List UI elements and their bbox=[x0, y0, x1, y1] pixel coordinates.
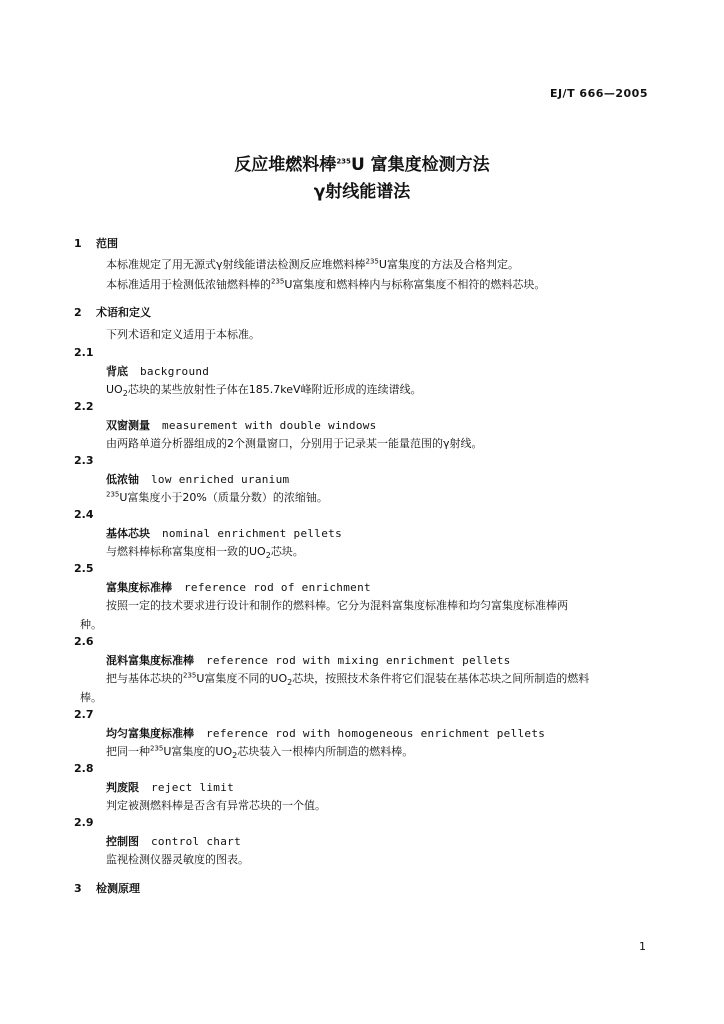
definition-reference-rod-line1: 按照一定的技术要求进行设计和制作的燃料棒。它分为混料富集度标准棒和均匀富集度标准棒两 bbox=[106, 599, 568, 612]
section-2-heading: 2 术语和定义 bbox=[74, 306, 151, 319]
term-nominal-pellets: 基体芯块 nominal enrichment pellets bbox=[106, 527, 342, 540]
section-1-paragraph-2: 本标准适用于检测低浓铀燃料棒的$^{235}$U富集度和燃料棒内与标称富集度不相符的燃料芯块。 bbox=[106, 277, 546, 291]
clause-2-6-number: 2.6 bbox=[74, 635, 94, 648]
definition-background: $UO_2$芯块的某些放射性子体在185.7keV峰附近形成的连续谱线。 bbox=[106, 383, 422, 399]
clause-2-5-number: 2.5 bbox=[74, 562, 94, 575]
clause-2-9-number: 2.9 bbox=[74, 816, 94, 829]
section-1-heading: 1 范围 bbox=[74, 237, 118, 250]
clause-2-3-number: 2.3 bbox=[74, 454, 94, 467]
definition-double-windows: 由两路单道分析器组成的2个测量窗口，分别用于记录某一能量范围的γ射线。 bbox=[106, 437, 483, 450]
term-mixing-reference-rod: 混料富集度标准棒 reference rod with mixing enrichment pellets bbox=[106, 654, 511, 667]
document-title: 反应堆燃料棒$^{235}$U 富集度检测方法 bbox=[234, 155, 490, 175]
definition-mixing-reference-rod-line1: 把与基体芯块的$^{235}$U富集度不同的$UO_2$芯块，按照技术条件将它们混装在基体芯块之间所制造的燃料 bbox=[106, 671, 590, 688]
clause-2-4-number: 2.4 bbox=[74, 508, 94, 521]
term-reject-limit: 判废限 reject limit bbox=[106, 781, 235, 794]
standard-number: EJ/T 666—2005 bbox=[549, 87, 648, 100]
clause-2-8-number: 2.8 bbox=[74, 762, 94, 775]
term-reference-rod: 富集度标准棒 reference rod of enrichment bbox=[106, 581, 371, 594]
clause-2-2-number: 2.2 bbox=[74, 400, 94, 413]
definition-nominal-pellets: 与燃料棒标称富集度相一致的$UO_2$芯块。 bbox=[106, 545, 304, 561]
document-subtitle: γ射线能谱法 bbox=[313, 182, 411, 202]
section-2-intro: 下列术语和定义适用于本标准。 bbox=[106, 328, 260, 341]
definition-homogeneous-reference-rod: 把同一种$^{235}$U富集度的$UO_2$芯块装入一根棒内所制造的燃料棒。 bbox=[106, 744, 414, 761]
definition-mixing-reference-rod-line2: 棒。 bbox=[80, 691, 102, 704]
definition-control-chart: 监视检测仪器灵敏度的图表。 bbox=[106, 853, 249, 866]
definition-reject-limit: 判定被测燃料棒是否含有异常芯块的一个值。 bbox=[106, 799, 326, 812]
term-low-enriched-uranium: 低浓铀 low enriched uranium bbox=[106, 473, 290, 486]
definition-low-enriched-uranium: $^{235}$U富集度小于20%（质量分数）的浓缩铀。 bbox=[106, 490, 328, 504]
term-double-windows: 双窗测量 measurement with double windows bbox=[106, 419, 377, 432]
clause-2-7-number: 2.7 bbox=[74, 708, 94, 721]
page-number: 1 bbox=[639, 940, 646, 953]
clause-2-1-number: 2.1 bbox=[74, 346, 94, 359]
term-homogeneous-reference-rod: 均匀富集度标准棒 reference rod with homogeneous enrichment pellets bbox=[106, 727, 546, 740]
term-control-chart: 控制图 control chart bbox=[106, 835, 241, 848]
section-1-paragraph-1: 本标准规定了用无源式γ射线能谱法检测反应堆燃料棒$^{235}$U富集度的方法及合格判定。 bbox=[106, 257, 519, 271]
definition-reference-rod-line2: 种。 bbox=[80, 618, 102, 631]
term-background: 背底 background bbox=[106, 365, 210, 378]
section-3-heading: 3 检测原理 bbox=[74, 882, 140, 895]
